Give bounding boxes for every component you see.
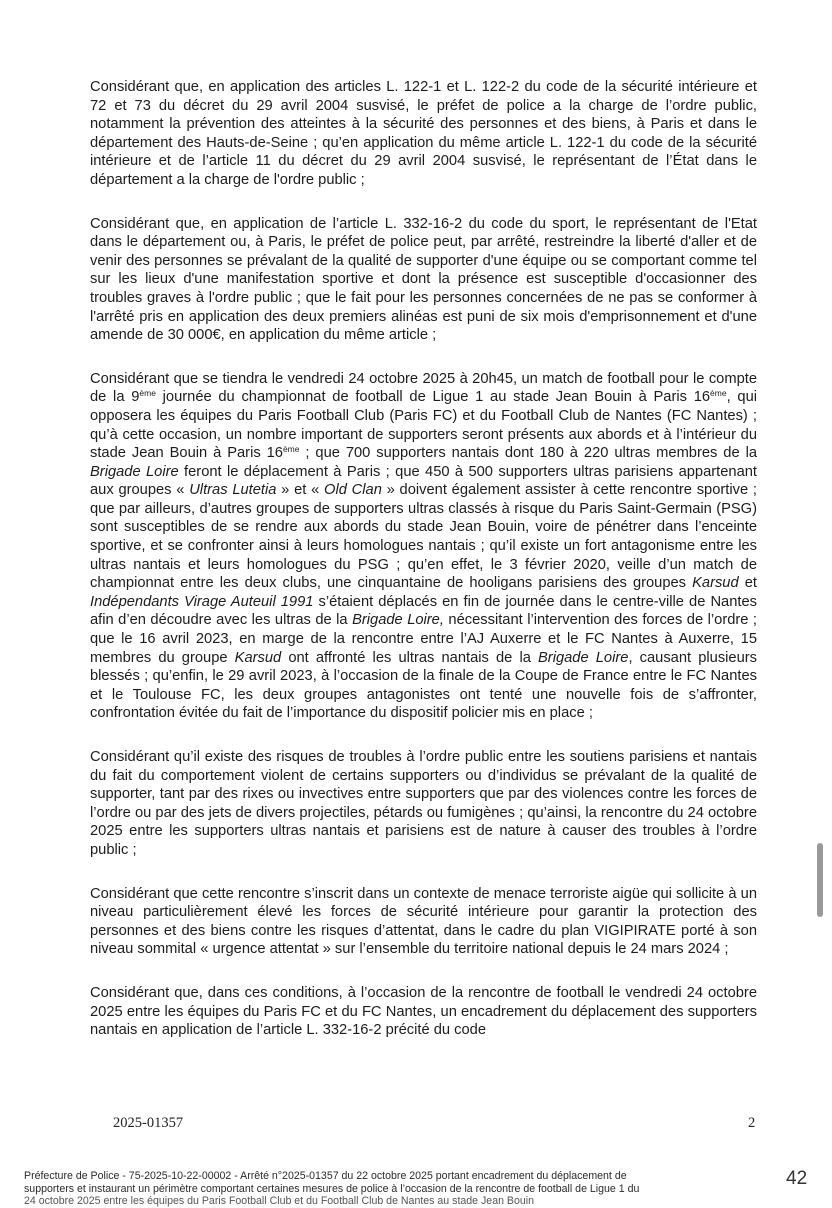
scrollbar-thumb[interactable]: [817, 843, 823, 917]
considerant-paragraph-4: Considérant qu’il existe des risques de troubles à l’ordre public entre les soutiens parisiens et nantais du fait du comportement violent de certains supporters ou d’individus se prévalant de la qualité de supporter, tant par des rixes ou invectives entre supporters que par des violences contre les forces de l’ordre ou par des jets de divers projectiles, pétards ou fumigènes ; qu’ainsi, la rencontre du 24 octobre 2025 entre les supporters ultras nantais et parisiens est de nature à causer des troubles à l’ordre public ;: [90, 749, 757, 858]
italic-name: Karsud: [234, 649, 282, 666]
considerant-paragraph-5: Considérant que cette rencontre s’inscrit dans un contexte de menace terroriste aigüe qui sollicite à un niveau particulièrement élevé les forces de sécurité intérieure pour garantir la protection des personnes et des biens contre les risques d’attentat, dans le cadre du plan VIGIPIRATE porté à son niveau sommital « urgence attentat » sur l’ensemble du territoire national depuis le 24 mars 2024 ;: [90, 885, 757, 958]
italic-name: Brigade Loire: [538, 649, 629, 666]
caption-line-1: Préfecture de Police - 75-2025-10-22-00002 - Arrêté n°2025-01357 du 22 octobre 2025 portant encadrement du déplacement de: [24, 1170, 627, 1182]
document-body: [90, 78, 757, 1065]
italic-name: Indépendants Virage Auteuil 1991: [90, 593, 314, 610]
ordinal-superscript: ème: [282, 444, 300, 455]
ordinal-superscript: ème: [710, 388, 727, 399]
caption-line-2: supporters et instaurant un périmètre comportant certaines mesures de police à l’occasion de la rencontre de football de Ligue 1 du: [24, 1182, 640, 1195]
caption-line-3: 24 octobre 2025 entre les équipes du Paris Football Club et du Football Club de Nantes au stade Jean Bouin: [24, 1195, 535, 1207]
considerant-paragraph-3: Considérant que se tiendra le vendredi 24 octobre 2025 à 20h45, un match de football pour le compte de la 9ème journée du championnat de football de Ligue 1 au stade Jean Bouin à Paris 16ème, qui opposera les équipes du Paris Football Club (Paris FC) et du Football Club de Nantes (FC Nantes) ; qu’à cette occasion, un nombre important de supporters seront présents aux abords et à l’intérieur du stade Jean Bouin à Paris 16ème ; que 700 supporters nantais dont 180 à 220 ultras membres de la Brigade Loire feront le déplacement à Paris ; que 450 à 500 supporters ultras parisiens appartenant aux groupes « Ultras Lutetia » et « Old Clan » doivent également assister à cette rencontre sportive ; que par ailleurs, d’autres groupes de supporters ultras classés à risque du Paris Saint-Germain (PSG) sont susceptibles de se rendre aux abords du stade Jean Bouin, voire de pénétrer dans l’enceinte sportive, et se confronter ainsi à leurs homologues nantais ; qu’il existe un fort antagonisme entre les ultras nantais et leurs homologues du PSG ; qu’en effet, le 3 février 2020, veille d’un match de championnat entre les deux clubs, une cinquantaine de hooligans parisiens des groupes Karsud et Indépendants Virage Auteuil 1991 s’étaient déplacés en fin de journée dans le centre-ville de Nantes afin d’en découdre avec les ultras de la Brigade Loire, nécessitant l’intervention des forces de l’ordre ; que le 16 avril 2023, en marge de la rencontre entre l’AJ Auxerre et le FC Nantes à Auxerre, 15 membres du groupe Karsud ont affronté les ultras nantais de la Brigade Loire, causant plusieurs blessés ; qu’enfin, le 29 avril 2023, à l’occasion de la finale de la Coupe de France entre le FC Nantes et le Toulouse FC, les deux groupes antagonistes ont tenté une nouvelle fois de s’affronter, confrontation évitée du fait de l’importance du dispositif policier mis en place ;: [90, 370, 758, 722]
document-caption: [24, 1170, 744, 1208]
page-number: 2: [748, 1115, 756, 1131]
italic-name: Old Clan: [324, 482, 382, 499]
considerant-paragraph-6: Considérant que, dans ces conditions, à l’occasion de la rencontre de football le vendredi 24 octobre 2025 entre les équipes du Paris FC et du FC Nantes, un encadrement du déplacement des supporters nantais en application de l’article L. 332-16-2 précité du code: [90, 984, 757, 1039]
italic-name: Brigade Loire: [90, 463, 179, 480]
italic-name: Brigade Loire,: [352, 612, 444, 629]
italic-name: Karsud: [692, 575, 739, 592]
ordinal-superscript: ème: [139, 388, 156, 399]
document-reference-number: 2025-01357: [113, 1115, 184, 1131]
italic-name: Ultras Lutetia: [189, 482, 277, 499]
considerant-paragraph-1: Considérant que, en application des articles L. 122-1 et L. 122-2 du code de la sécurité intérieure et 72 et 73 du décret du 29 avril 2004 susvisé, le préfet de police a la charge de l’ordre public, notamment la prévention des atteintes à la sécurité des personnes et des biens, à Paris et dans le département des Hauts-de-Seine ; qu’en application du même article L. 122-1 du code de la sécurité intérieure et de l’article 11 du décret du 29 avril 2004 susvisé, le représentant de l’État dans le département a la charge de l'ordre public ;: [90, 79, 757, 188]
considerant-paragraph-2: Considérant que, en application de l’article L. 332-16-2 du code du sport, le représentant de l'Etat dans le département ou, à Paris, le préfet de police peut, par arrêté, restreindre la liberté d'aller et de venir des personnes se prévalant de la qualité de supporter d'une équipe ou se comportant comme tel sur les lieux d'une manifestation sportive et dont la présence est susceptible d'occasionner des troubles graves à l'ordre public ; que le fait pour les personnes concernées de ne pas se conformer à l'arrêté pris en application des deux premiers alinéas est puni de six mois d'emprisonnement et d'une amende de 30 000€, en application du même article ;: [90, 215, 757, 344]
viewer-page-count: 42: [786, 1168, 808, 1189]
